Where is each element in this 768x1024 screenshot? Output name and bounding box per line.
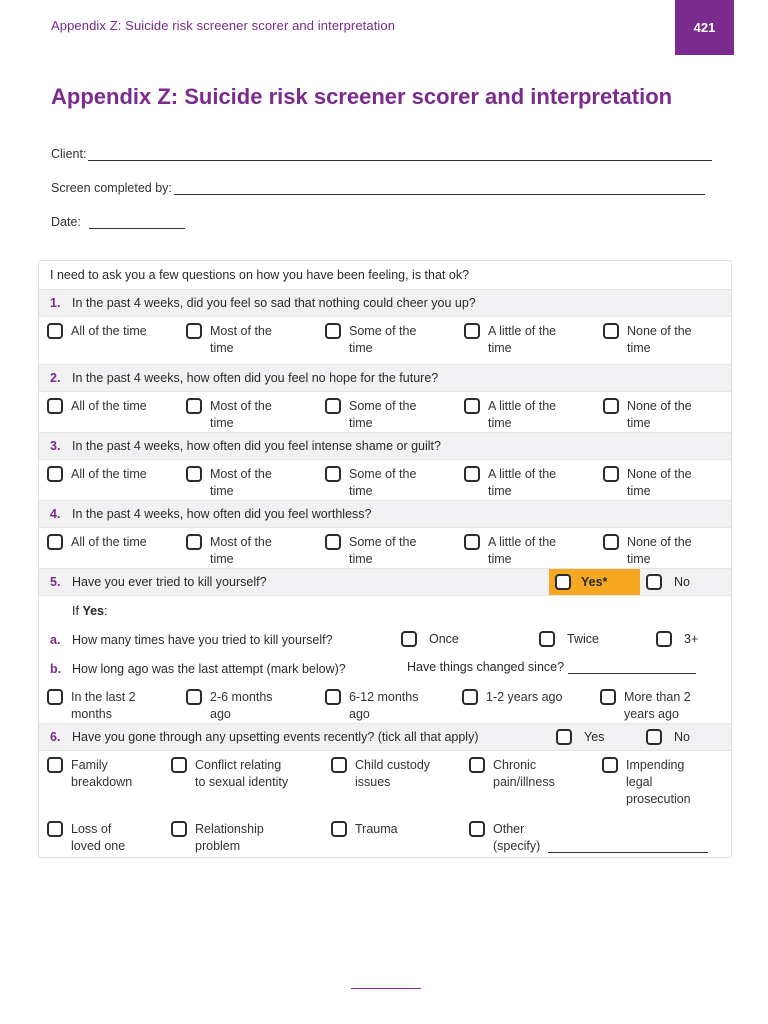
option-label: A little of the xyxy=(488,399,557,413)
checkbox[interactable] xyxy=(603,534,619,550)
option-label-2: months xyxy=(71,707,112,721)
if-yes-label xyxy=(39,596,731,625)
checkbox[interactable] xyxy=(47,534,63,550)
option-label-2: time xyxy=(210,341,234,355)
subquestion-letter: a. xyxy=(50,632,61,647)
option-label: Relationship xyxy=(195,822,264,836)
option-label-2: loved one xyxy=(71,839,126,853)
option-most-of-the-time[interactable] xyxy=(186,398,325,432)
running-header: Appendix Z: Suicide risk screener scorer and interpretation xyxy=(51,18,396,33)
option-label-2: time xyxy=(627,484,651,498)
option-none-of-the-time[interactable] xyxy=(603,466,723,500)
question-3-options xyxy=(39,460,731,501)
option-6-12-months[interactable] xyxy=(325,689,462,723)
if-yes-suffix: : xyxy=(104,603,108,618)
checkbox[interactable] xyxy=(331,757,347,773)
option-twice[interactable] xyxy=(539,631,599,647)
date-label: Date: xyxy=(51,215,81,229)
option-label: A little of the xyxy=(488,324,557,338)
q6-no-option[interactable] xyxy=(646,729,690,745)
q5-no-option[interactable] xyxy=(646,574,690,590)
question-2-options xyxy=(39,392,731,433)
option-label-2: time xyxy=(488,341,512,355)
option-once[interactable] xyxy=(401,631,459,647)
checkbox[interactable] xyxy=(186,534,202,550)
option-label: Conflict relating xyxy=(195,758,282,772)
question-text: Have you gone through any upsetting events recently? (tick all that apply) xyxy=(72,730,479,744)
question-text: In the past 4 weeks, how often did you feel worthless? xyxy=(72,507,372,521)
option-last-2-months[interactable] xyxy=(47,689,186,723)
checkbox[interactable] xyxy=(602,757,618,773)
option-some-of-the-time[interactable] xyxy=(325,466,464,500)
event-trauma[interactable] xyxy=(331,821,469,857)
option-label: 6-12 months xyxy=(349,690,419,704)
things-changed-field xyxy=(407,660,696,674)
date-field xyxy=(51,214,185,229)
question-2 xyxy=(39,365,731,392)
option-label: Other xyxy=(493,822,525,836)
if-yes-word: Yes xyxy=(82,603,104,618)
checkbox[interactable] xyxy=(656,631,672,647)
option-label-2: time xyxy=(349,552,373,566)
option-most-of-the-time[interactable] xyxy=(186,534,325,568)
option-label: Twice xyxy=(567,632,599,646)
event-relationship-problem[interactable] xyxy=(171,821,331,857)
option-label: A little of the xyxy=(488,467,557,481)
checkbox[interactable] xyxy=(646,729,662,745)
option-label-2: to sexual identity xyxy=(195,775,289,789)
page-number-tab: 421 xyxy=(675,0,734,55)
event-conflict-sexual-identity[interactable] xyxy=(171,757,331,821)
option-label: None of the xyxy=(627,399,692,413)
checkbox[interactable] xyxy=(603,323,619,339)
checkbox[interactable] xyxy=(464,398,480,414)
question-text: In the past 4 weeks, how often did you feel no hope for the future? xyxy=(72,371,439,385)
option-label: All of the time xyxy=(71,535,147,549)
event-chronic-pain[interactable] xyxy=(469,757,602,821)
option-label: Some of the xyxy=(349,535,417,549)
question-text: In the past 4 weeks, did you feel so sad that nothing could cheer you up? xyxy=(72,296,476,310)
option-label-2: legal xyxy=(626,775,653,789)
option-some-of-the-time[interactable] xyxy=(325,323,464,364)
option-label: Child custody xyxy=(355,758,431,772)
option-none-of-the-time[interactable] xyxy=(603,398,723,432)
checkbox[interactable] xyxy=(331,821,347,837)
question-number: 1. xyxy=(50,296,61,310)
checkbox[interactable] xyxy=(325,398,341,414)
option-label: None of the xyxy=(627,467,692,481)
question-5 xyxy=(39,569,731,596)
option-label: Most of the xyxy=(210,399,272,413)
option-label: Most of the xyxy=(210,535,272,549)
option-label-2: time xyxy=(488,416,512,430)
checkbox[interactable] xyxy=(186,689,202,705)
screen-completed-by-input-line[interactable] xyxy=(174,180,705,195)
option-label-2: time xyxy=(488,484,512,498)
question-5a xyxy=(39,625,731,654)
client-label: Client: xyxy=(51,147,87,161)
question-1 xyxy=(39,290,731,317)
option-label: All of the time xyxy=(71,399,147,413)
checkbox[interactable] xyxy=(600,689,616,705)
q5-no-label: No xyxy=(674,575,690,589)
option-label-2: time xyxy=(488,552,512,566)
option-label: Once xyxy=(429,632,459,646)
option-label-2: time xyxy=(627,552,651,566)
date-input-line[interactable] xyxy=(89,214,185,229)
option-label-2: issues xyxy=(355,775,391,789)
things-changed-label: Have things changed since? xyxy=(407,660,565,674)
subquestion-text: How many times have you tried to kill yourself? xyxy=(72,632,333,647)
option-label-2: problem xyxy=(195,839,241,853)
checkbox[interactable] xyxy=(646,574,662,590)
checkbox[interactable] xyxy=(47,821,63,837)
option-label-2: time xyxy=(627,416,651,430)
option-label-2: time xyxy=(210,416,234,430)
option-label-2: time xyxy=(349,416,373,430)
option-label: 3+ xyxy=(684,632,699,646)
checkbox[interactable] xyxy=(464,466,480,482)
subquestion-letter: b. xyxy=(50,661,62,676)
question-text: Have you ever tried to kill yourself? xyxy=(72,575,267,589)
option-most-of-the-time[interactable] xyxy=(186,466,325,500)
checkbox[interactable] xyxy=(464,323,480,339)
client-field xyxy=(51,146,712,161)
question-number: 3. xyxy=(50,439,61,453)
option-label: All of the time xyxy=(71,467,147,481)
option-some-of-the-time[interactable] xyxy=(325,534,464,568)
option-label-3: prosecution xyxy=(626,792,691,806)
upsetting-events-options xyxy=(39,751,731,857)
option-label: Loss of xyxy=(71,822,112,836)
client-input-line[interactable] xyxy=(88,146,712,161)
q6-no-label: No xyxy=(674,730,690,744)
subquestion-text: How long ago was the last attempt (mark below)? xyxy=(72,661,346,676)
option-label-2: ago xyxy=(210,707,231,721)
option-label: Chronic xyxy=(493,758,537,772)
q6-yes-option[interactable] xyxy=(556,729,604,745)
option-label-2: years ago xyxy=(624,707,679,721)
question-number: 4. xyxy=(50,507,61,521)
option-label: Most of the xyxy=(210,467,272,481)
option-label: Most of the xyxy=(210,324,272,338)
option-a-little-of-the-time[interactable] xyxy=(464,398,603,432)
option-all-of-the-time[interactable] xyxy=(47,466,186,500)
option-none-of-the-time[interactable] xyxy=(603,534,723,568)
screen-completed-by-field xyxy=(51,180,705,195)
option-label: Family xyxy=(71,758,108,772)
q5-yes-option[interactable] xyxy=(549,569,640,595)
question-4 xyxy=(39,501,731,528)
checkbox[interactable] xyxy=(539,631,555,647)
question-text: In the past 4 weeks, how often did you feel intense shame or guilt? xyxy=(72,439,441,453)
option-label-2: time xyxy=(210,484,234,498)
option-label: Some of the xyxy=(349,467,417,481)
checkbox[interactable] xyxy=(556,729,572,745)
option-label: Some of the xyxy=(349,399,417,413)
question-5b xyxy=(39,654,731,683)
option-all-of-the-time[interactable] xyxy=(47,398,186,432)
checkbox[interactable] xyxy=(47,323,63,339)
things-changed-input-line[interactable] xyxy=(568,660,696,674)
checkbox[interactable] xyxy=(469,821,485,837)
checkbox[interactable] xyxy=(603,398,619,414)
option-all-of-the-time[interactable] xyxy=(47,323,186,364)
option-label: All of the time xyxy=(71,324,147,338)
option-label: A little of the xyxy=(488,535,557,549)
event-loss-of-loved-one[interactable] xyxy=(47,821,171,857)
option-label: Impending xyxy=(626,758,685,772)
checkbox[interactable] xyxy=(171,757,187,773)
question-number: 6. xyxy=(50,730,61,744)
option-3-plus[interactable] xyxy=(656,631,698,647)
option-label: 2-6 months xyxy=(210,690,273,704)
checkbox[interactable] xyxy=(555,574,571,590)
option-label-2: breakdown xyxy=(71,775,133,789)
option-more-than-2-years[interactable] xyxy=(600,689,720,723)
checkbox[interactable] xyxy=(47,757,63,773)
option-a-little-of-the-time[interactable] xyxy=(464,534,603,568)
option-label: Some of the xyxy=(349,324,417,338)
checkbox[interactable] xyxy=(464,534,480,550)
option-label: In the last 2 xyxy=(71,690,136,704)
option-label-2: ago xyxy=(349,707,370,721)
option-label: 1-2 years ago xyxy=(486,690,563,704)
event-family-breakdown[interactable] xyxy=(47,757,171,821)
checkbox[interactable] xyxy=(186,466,202,482)
intro-text: I need to ask you a few questions on how you have been feeling, is that ok? xyxy=(39,261,731,290)
checkbox[interactable] xyxy=(47,466,63,482)
checkbox[interactable] xyxy=(325,323,341,339)
option-1-2-years[interactable] xyxy=(462,689,600,723)
option-label-2: time xyxy=(210,552,234,566)
event-child-custody[interactable] xyxy=(331,757,469,821)
checkbox[interactable] xyxy=(186,398,202,414)
checkbox[interactable] xyxy=(325,466,341,482)
checkbox[interactable] xyxy=(401,631,417,647)
question-number: 5. xyxy=(50,575,61,589)
checkbox[interactable] xyxy=(469,757,485,773)
screen-completed-by-label: Screen completed by: xyxy=(51,181,172,195)
option-label-2: pain/illness xyxy=(493,775,555,789)
page-title: Appendix Z: Suicide risk screener scorer and interpretation xyxy=(51,84,673,109)
question-3 xyxy=(39,433,731,460)
event-other[interactable] xyxy=(469,821,708,857)
option-label-2: time xyxy=(627,341,651,355)
q6-yes-label: Yes xyxy=(584,730,605,744)
option-some-of-the-time[interactable] xyxy=(325,398,464,432)
checkbox[interactable] xyxy=(47,689,63,705)
option-most-of-the-time[interactable] xyxy=(186,323,325,364)
option-label: Trauma xyxy=(355,822,398,836)
option-label: More than 2 xyxy=(624,690,691,704)
checkbox[interactable] xyxy=(462,689,478,705)
if-yes-prefix: If xyxy=(72,603,79,618)
other-specify-input-line[interactable] xyxy=(548,821,708,853)
option-a-little-of-the-time[interactable] xyxy=(464,466,603,500)
option-all-of-the-time[interactable] xyxy=(47,534,186,568)
checkbox[interactable] xyxy=(47,398,63,414)
option-label: None of the xyxy=(627,535,692,549)
checkbox[interactable] xyxy=(325,534,341,550)
question-number: 2. xyxy=(50,371,61,385)
screener-form xyxy=(38,260,732,858)
option-label-2: (specify) xyxy=(493,839,541,853)
checkbox[interactable] xyxy=(325,689,341,705)
question-4-options xyxy=(39,528,731,569)
checkbox[interactable] xyxy=(186,323,202,339)
question-6 xyxy=(39,724,731,751)
option-label: None of the xyxy=(627,324,692,338)
option-none-of-the-time[interactable] xyxy=(603,323,723,364)
option-a-little-of-the-time[interactable] xyxy=(464,323,603,364)
q5-yes-label: Yes* xyxy=(581,575,608,589)
checkbox[interactable] xyxy=(603,466,619,482)
question-5b-options xyxy=(39,683,731,724)
option-2-6-months[interactable] xyxy=(186,689,325,723)
option-label-2: time xyxy=(349,341,373,355)
footer-rule xyxy=(351,988,421,989)
checkbox[interactable] xyxy=(171,821,187,837)
option-label-2: time xyxy=(349,484,373,498)
question-1-options xyxy=(39,317,731,365)
event-legal-prosecution[interactable] xyxy=(602,757,722,821)
